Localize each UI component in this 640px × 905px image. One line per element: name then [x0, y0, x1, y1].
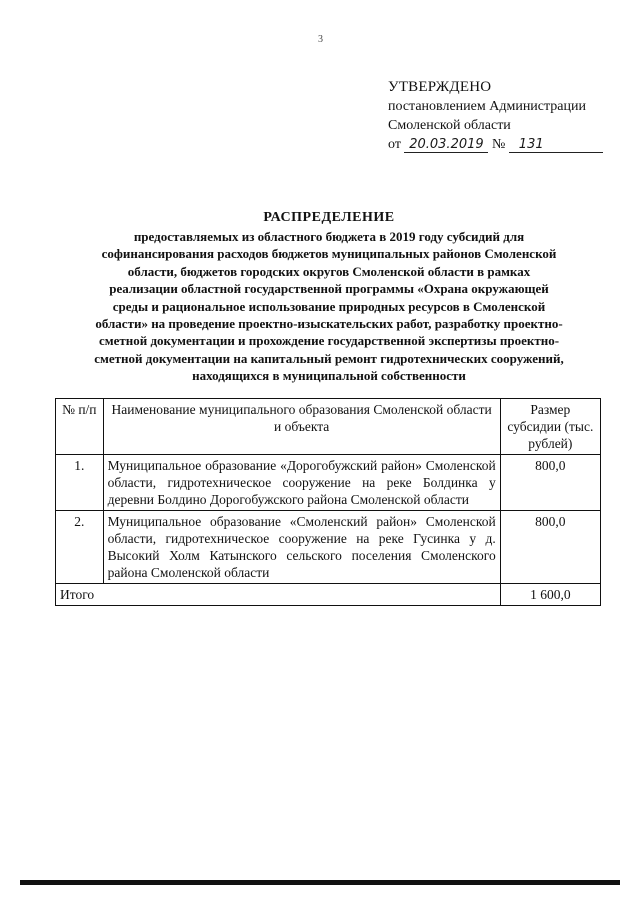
row-amount: 800,0 [500, 455, 600, 511]
approval-heading: УТВЕРЖДЕНО [388, 79, 492, 95]
row-num: 2. [56, 511, 104, 584]
total-label: Итого [56, 584, 501, 606]
document-subtitle [56, 228, 602, 385]
from-label: от [388, 137, 401, 152]
approval-date-line [388, 135, 603, 154]
subtitle-line: реализации областной государственной программы «Охрана окружающей [109, 281, 549, 297]
approval-stamp [388, 78, 603, 154]
header-amount: Размер субсидии (тыс. рублей) [500, 399, 600, 455]
table-total-row [56, 584, 601, 606]
subtitle-line: находящихся в муниципальной собственности [192, 368, 466, 384]
subtitle-line: области, бюджетов городских округов Смоленской области в рамках [127, 263, 531, 279]
table-header-row [56, 399, 601, 455]
number-label: № [491, 137, 506, 152]
page-number: 3 [318, 34, 323, 45]
header-num: № п/п [56, 399, 104, 455]
row-name: Муниципальное образование «Смоленский район» Смоленской области, гидротехническое сооружение на реке Гусинка у д. Высокий Холм Катынского сельского поселения Смоленского района Смоленской области [103, 511, 500, 584]
total-amount: 1 600,0 [500, 584, 600, 606]
table-row [56, 455, 601, 511]
subtitle-line: области» на проведение проектно-изыскательских работ, разработку проектно- [95, 316, 563, 332]
table-row [56, 511, 601, 584]
distribution-table [55, 398, 601, 606]
header-name: Наименование муниципального образования Смоленской области и объекта [103, 399, 500, 455]
row-name: Муниципальное образование «Дорогобужский район» Смоленской области, гидротехническое сооружение на реке Болдинка у деревни Болдино Дорогобужского района Смоленской области [103, 455, 500, 511]
subtitle-line: сметной документации и прохождение государственной экспертизы проектно- [98, 333, 560, 349]
row-amount: 800,0 [500, 511, 600, 584]
scan-edge-bar [20, 880, 620, 885]
approval-line-2: Смоленской области [388, 118, 511, 133]
approval-number: 131 [509, 137, 603, 153]
subtitle-line: предоставляемых из областного бюджета в 2019 году субсидий для [133, 229, 525, 244]
approval-date: 20.03.2019 [404, 137, 488, 153]
subtitle-line: среды и рациональное использование природных ресурсов в Смоленской [112, 298, 546, 314]
subtitle-line: сметной документации на капитальный ремонт гидротехнических сооружений, [94, 350, 564, 366]
document-title: РАСПРЕДЕЛЕНИЕ [263, 210, 395, 225]
subtitle-line: софинансирования расходов бюджетов муниципальных районов Смоленской [101, 246, 557, 262]
approval-line-1: постановлением Администрации [388, 99, 586, 114]
row-num: 1. [56, 455, 104, 511]
